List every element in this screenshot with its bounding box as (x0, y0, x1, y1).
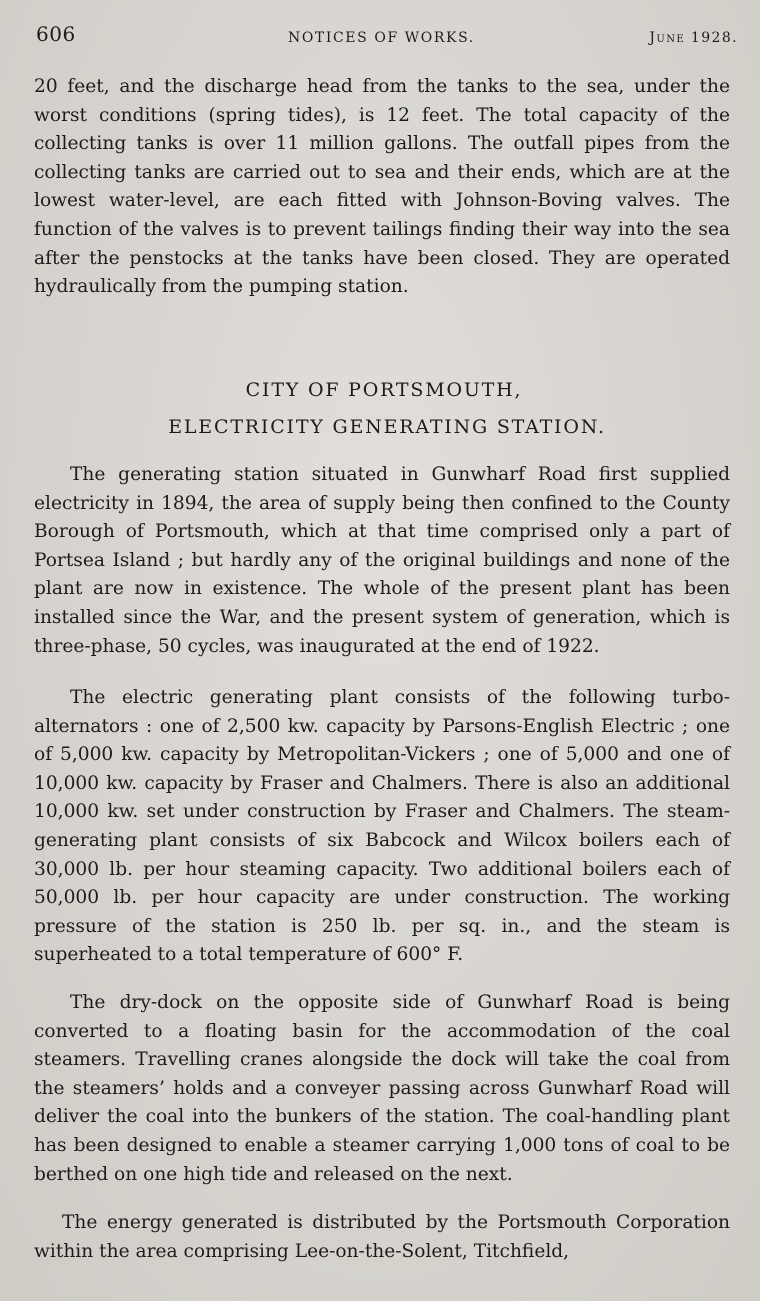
article-title-line-2: ELECTRICITY GENERATING STATION. (168, 416, 606, 438)
body-paragraph: The energy generated is distributed by the Portsmouth Corporation within the area comprising Lee-on-the-Solent, Titchfield, (34, 1212, 730, 1262)
issue-date: June 1928. (649, 30, 738, 46)
page-number: 606 (36, 22, 76, 46)
article-title (0, 372, 760, 446)
body-paragraph: The dry-dock on the opposite side of Gunwharf Road is being converted to a floating basin for the accommodation of the coal steamers. Travelling cranes alongside the dock will take the coal from the steamers’ holds and a conveyer passing across Gunwharf Road will deliver the coal into the bunkers of the station. The coal-handling plant has been designed to enable a steamer carrying 1,000 tons of coal to be berthed on one high tide and released on the next. (34, 992, 730, 1185)
article-title-line-1: CITY OF PORTSMOUTH, (245, 379, 523, 401)
body-paragraph: The generating station situated in Gunwharf Road first supplied electricity in 1894, the area of supply being then confined to the County Borough of Portsmouth, which at that time comprised only a part of Portsea Island ; but hardly any of the original buildings and none of the plant are now in existence. The whole of the present plant has been installed since the War, and the present system of generation, which is three-phase, 50 cycles, was inaugurated at the end of 1922. (34, 464, 730, 657)
body-paragraph: The electric generating plant consists of the following turbo-alternators : one of 2,500 kw. capacity by Parsons-English Electric ; one of 5,000 kw. capacity by Metropolitan-Vickers ; one of 5,000 and one of 10,000 kw. capacity by Fraser and Chalmers. There is also an additional 10,000 kw. set under construction by Fraser and Chalmers. The steam-generating plant consists of six Babcock and Wilcox boilers each of 30,000 lb. per hour steaming capacity. Two additional boilers each of 50,000 lb. per hour capacity are under construction. The working pressure of the station is 250 lb. per sq. in., and the steam is superheated to a total temperature of 600° F. (34, 687, 730, 966)
running-head (36, 22, 738, 52)
continued-paragraph: 20 feet, and the discharge head from the tanks to the sea, under the worst conditions (spring tides), is 12 feet. The total capacity of the collecting tanks is over 11 million gallons. The outfall pipes from the collecting tanks are carried out to sea and their ends, which are at the lowest water-level, are each fitted with Johnson-Boving valves. The function of the valves is to prevent tailings finding their way into the sea after the penstocks at the tanks have been closed. They are operated hydraulically from the pumping station. (34, 76, 730, 298)
running-title: NOTICES OF WORKS. (288, 30, 475, 46)
